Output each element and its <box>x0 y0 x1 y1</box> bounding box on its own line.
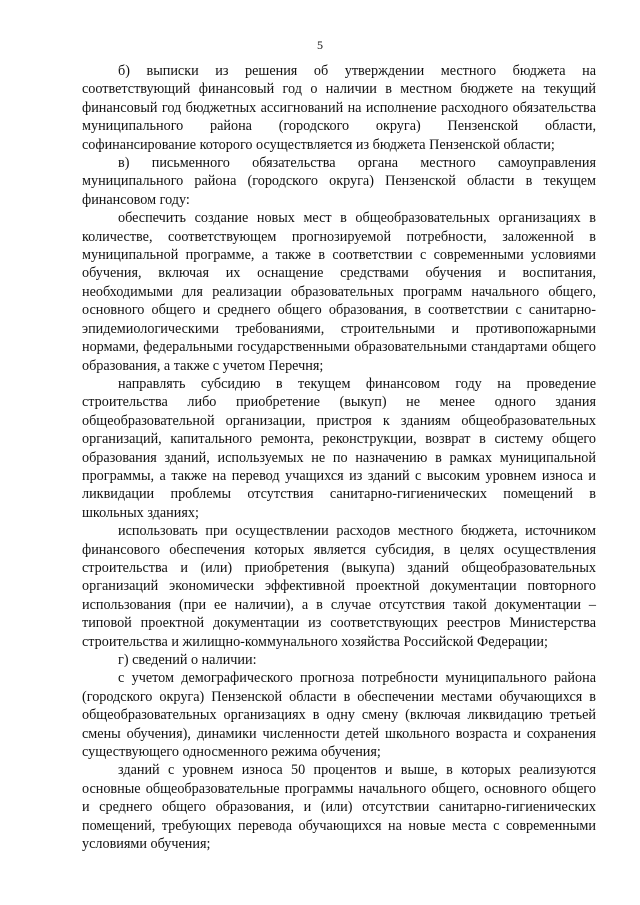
paragraph-buildings-wear: зданий с уровнем износа 50 процентов и выше, в которых реализуются основные общеобразовательные программы начального общего, основного общего и среднего общего образования, и (или) отсутствии санитарно-гигиенических помещений, требующих перевода обучающихся на новые места с современными условиями обучения; <box>82 762 596 853</box>
page-number: 5 <box>317 38 323 52</box>
paragraph-g-information: г) сведений о наличии: <box>118 652 257 668</box>
paragraph-ensure-new-places: обеспечить создание новых мест в общеобразовательных организациях в количестве, соответствующем прогнозируемой потребности, заложенной в муниципальной программе, а также в соответствии с современными условиями обучения, включая их оснащение средствами обучения и воспитания, необходимыми для реализации образовательных программ начального общего, основного общего и среднего общего образования, в соответствии с санитарно-эпидемиологическими требованиями, строительными и противопожарными нормами, федеральными государственными образовательными стандартами общего образования, а также с учетом Перечня; <box>82 210 596 374</box>
paragraph-direct-subsidy: направлять субсидию в текущем финансовом году на проведение строительства либо приобретение (выкуп) не менее одного здания общеобразовательной организации, пристроя к зданиям общеобразовательных организаций, капитального ремонта, реконструкции, возврат в систему общего образования зданий, используемых не по назначению в рамках муниципальной программы, а также на перевод учащихся из зданий с высоким уровнем износа и ликвидации проблемы отсутствия санитарно-гигиенических помещений в школьных зданиях; <box>82 375 596 521</box>
paragraph-use-project-documentation: использовать при осуществлении расходов местного бюджета, источником финансового обеспечения которых является субсидия, в целях осуществления строительства и (или) приобретения (выкупа) зданий общеобразовательных организаций экономически эффективной проектной документации повторного использования (при ее наличии), а в случае отсутствия такой документации – типовой проектной документации из соответствующих реестров Министерства строительства и жилищно-коммунального хозяйства Российской Федерации; <box>82 523 596 650</box>
paragraph-demographic-forecast: с учетом демографического прогноза потребности муниципального района (городского округа) Пензенской области в обеспечении местами обучающихся в общеобразовательных организациях в одну смену (включая ликвидацию третьей смены обучения), динамики численности детей школьного возраста и сохранения существующего односменного режима обучения; <box>82 670 596 761</box>
paragraph-v-written-obligation: в) письменного обязательства органа местного самоуправления муниципального района (городского округа) Пензенской области в текущем финансовом году: <box>82 155 596 208</box>
paragraph-b-budget-extract: б) выписки из решения об утверждении местного бюджета на соответствующий финансовый год о наличии в местном бюджете на текущий финансовый год бюджетных ассигнований на исполнение расходного обязательства муниципального района (городского округа) Пензенской области, софинансирование которого осуществляется из бюджета Пензенской области; <box>82 63 596 153</box>
document-body <box>82 62 596 853</box>
